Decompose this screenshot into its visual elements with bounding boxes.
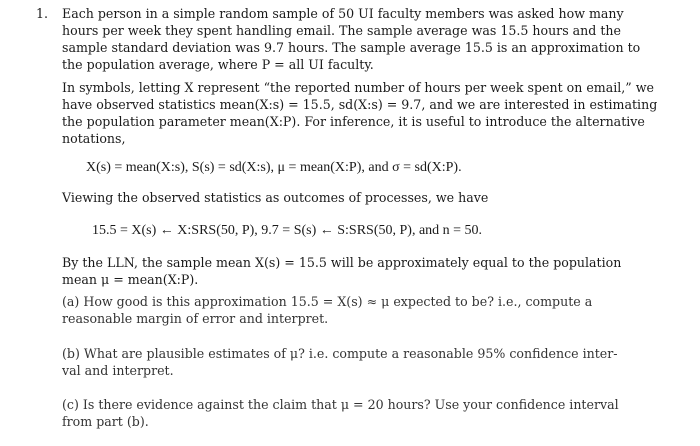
symbols-line-4: notations, (62, 131, 126, 146)
part-b-line-1: (b) What are plausible estimates of μ? i.e. compute a reasonable 95% confidence inter- (62, 346, 618, 361)
part-c-line-2: from part (b). (62, 414, 149, 429)
part-b-line-2: val and interpret. (62, 363, 174, 378)
intro-line-2: hours per week they spent handling email. The sample average was 15.5 hours and the (62, 23, 621, 38)
intro-line-4: the population average, where P = all UI faculty. (62, 57, 374, 72)
symbols-line-2: have observed statistics mean(X:s) = 15.5, sd(X:s) = 9.7, and we are interested in estimating (62, 97, 658, 112)
process-equation: 15.5 = X(s) ← X:SRS(50, P), 9.7 = S(s) ← S:SRS(50, P), and n = 50. (92, 223, 483, 238)
intro-line-3: sample standard deviation was 9.7 hours. The sample average 15.5 is an approximation to (62, 40, 641, 55)
notation-equation: X(s) = mean(X:s), S(s) = sd(X:s), μ = mean(X:P), and σ = sd(X:P). (86, 160, 462, 175)
lln-line-2: mean μ = mean(X:P). (62, 272, 199, 287)
problem-number: 1. (36, 6, 49, 21)
symbols-line-1: In symbols, letting X represent “the reported number of hours per week spent on email,” we (62, 80, 654, 95)
symbols-line-3: the population parameter mean(X:P). For inference, it is useful to introduce the alternative (62, 114, 645, 129)
viewing-sentence: Viewing the observed statistics as outcomes of processes, we have (62, 190, 489, 205)
part-a-line-2: reasonable margin of error and interpret. (62, 311, 329, 326)
lln-line-1: By the LLN, the sample mean X(s) = 15.5 will be approximately equal to the population (62, 255, 622, 270)
intro-line-1: Each person in a simple random sample of 50 UI faculty members was asked how many (62, 6, 624, 21)
part-a-line-1: (a) How good is this approximation 15.5 = X(s) ≈ μ expected to be? i.e., compute a (62, 294, 593, 309)
part-c-line-1: (c) Is there evidence against the claim that μ = 20 hours? Use your confidence interval (62, 397, 619, 412)
